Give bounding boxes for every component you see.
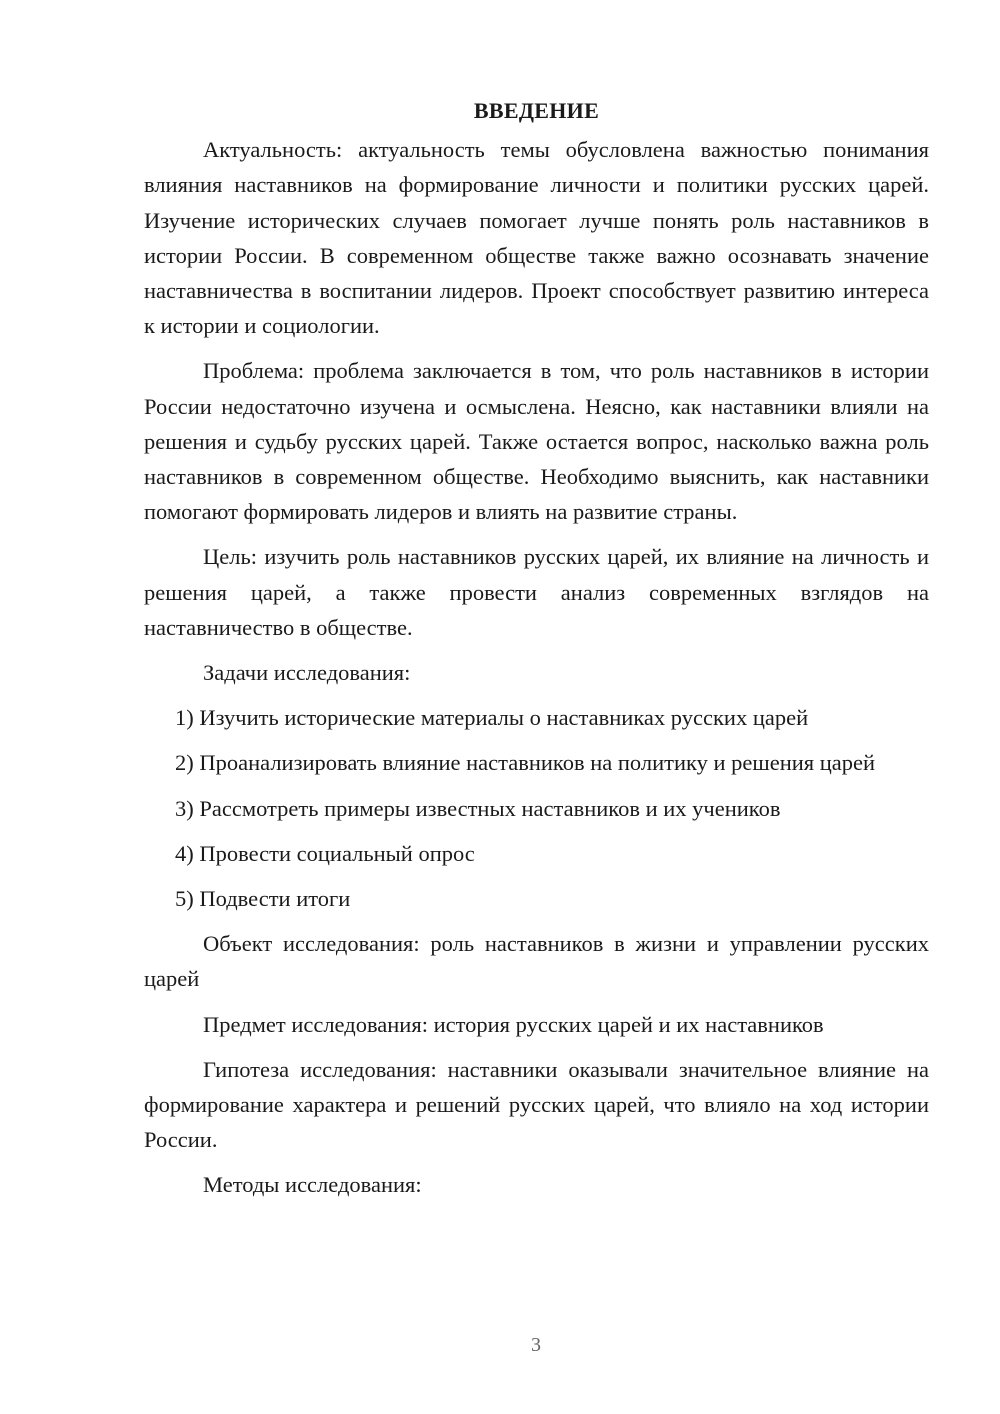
section-title: ВВЕДЕНИЕ <box>473 98 600 123</box>
paragraph-problem: Проблема: проблема заключается в том, что роль наставников в истории России недостаточно изучена и осмыслена. Неясно, как наставники влияли на решения и судьбу русских царей. Также остается вопрос, насколько важна роль наставников в современном обществе. Необходимо выяснить, как наставники помогают формировать лидеров и влиять на развитие страны. <box>144 358 929 525</box>
page-number: 3 <box>531 1334 541 1356</box>
paragraph-object: Объект исследования: роль наставников в жизни и управлении русских царей <box>144 931 929 992</box>
task-item-1: 1) Изучить исторические материалы о наставниках русских царей <box>175 705 809 731</box>
page-content <box>144 93 929 1213</box>
paragraph-goal: Цель: изучить роль наставников русских царей, их влияние на личность и решения царей, а также провести анализ современных взглядов на наставничество в обществе. <box>144 544 929 640</box>
methods-heading: Методы исследования: <box>203 1172 422 1198</box>
tasks-heading: Задачи исследования: <box>203 660 411 686</box>
paragraph-relevance: Актуальность: актуальность темы обусловлена важностью понимания влияния наставников на формирование личности и политики русских царей. Изучение исторических случаев помогает лучше понять роль наставников в истории России. В современном обществе также важно осознавать значение наставничества в воспитании лидеров. Проект способствует развитию интереса к истории и социологии. <box>144 137 929 339</box>
task-item-2: 2) Проанализировать влияние наставников на политику и решения царей <box>175 750 876 776</box>
task-item-4: 4) Провести социальный опрос <box>175 840 475 866</box>
task-item-5: 5) Подвести итоги <box>175 886 351 912</box>
paragraph-subject: Предмет исследования: история русских царей и их наставников <box>203 1011 824 1037</box>
task-item-3: 3) Рассмотреть примеры известных наставников и их учеников <box>175 795 781 821</box>
paragraph-hypothesis: Гипотеза исследования: наставники оказывали значительное влияние на формирование характера и решений русских царей, что влияло на ход истории России. <box>144 1056 929 1153</box>
